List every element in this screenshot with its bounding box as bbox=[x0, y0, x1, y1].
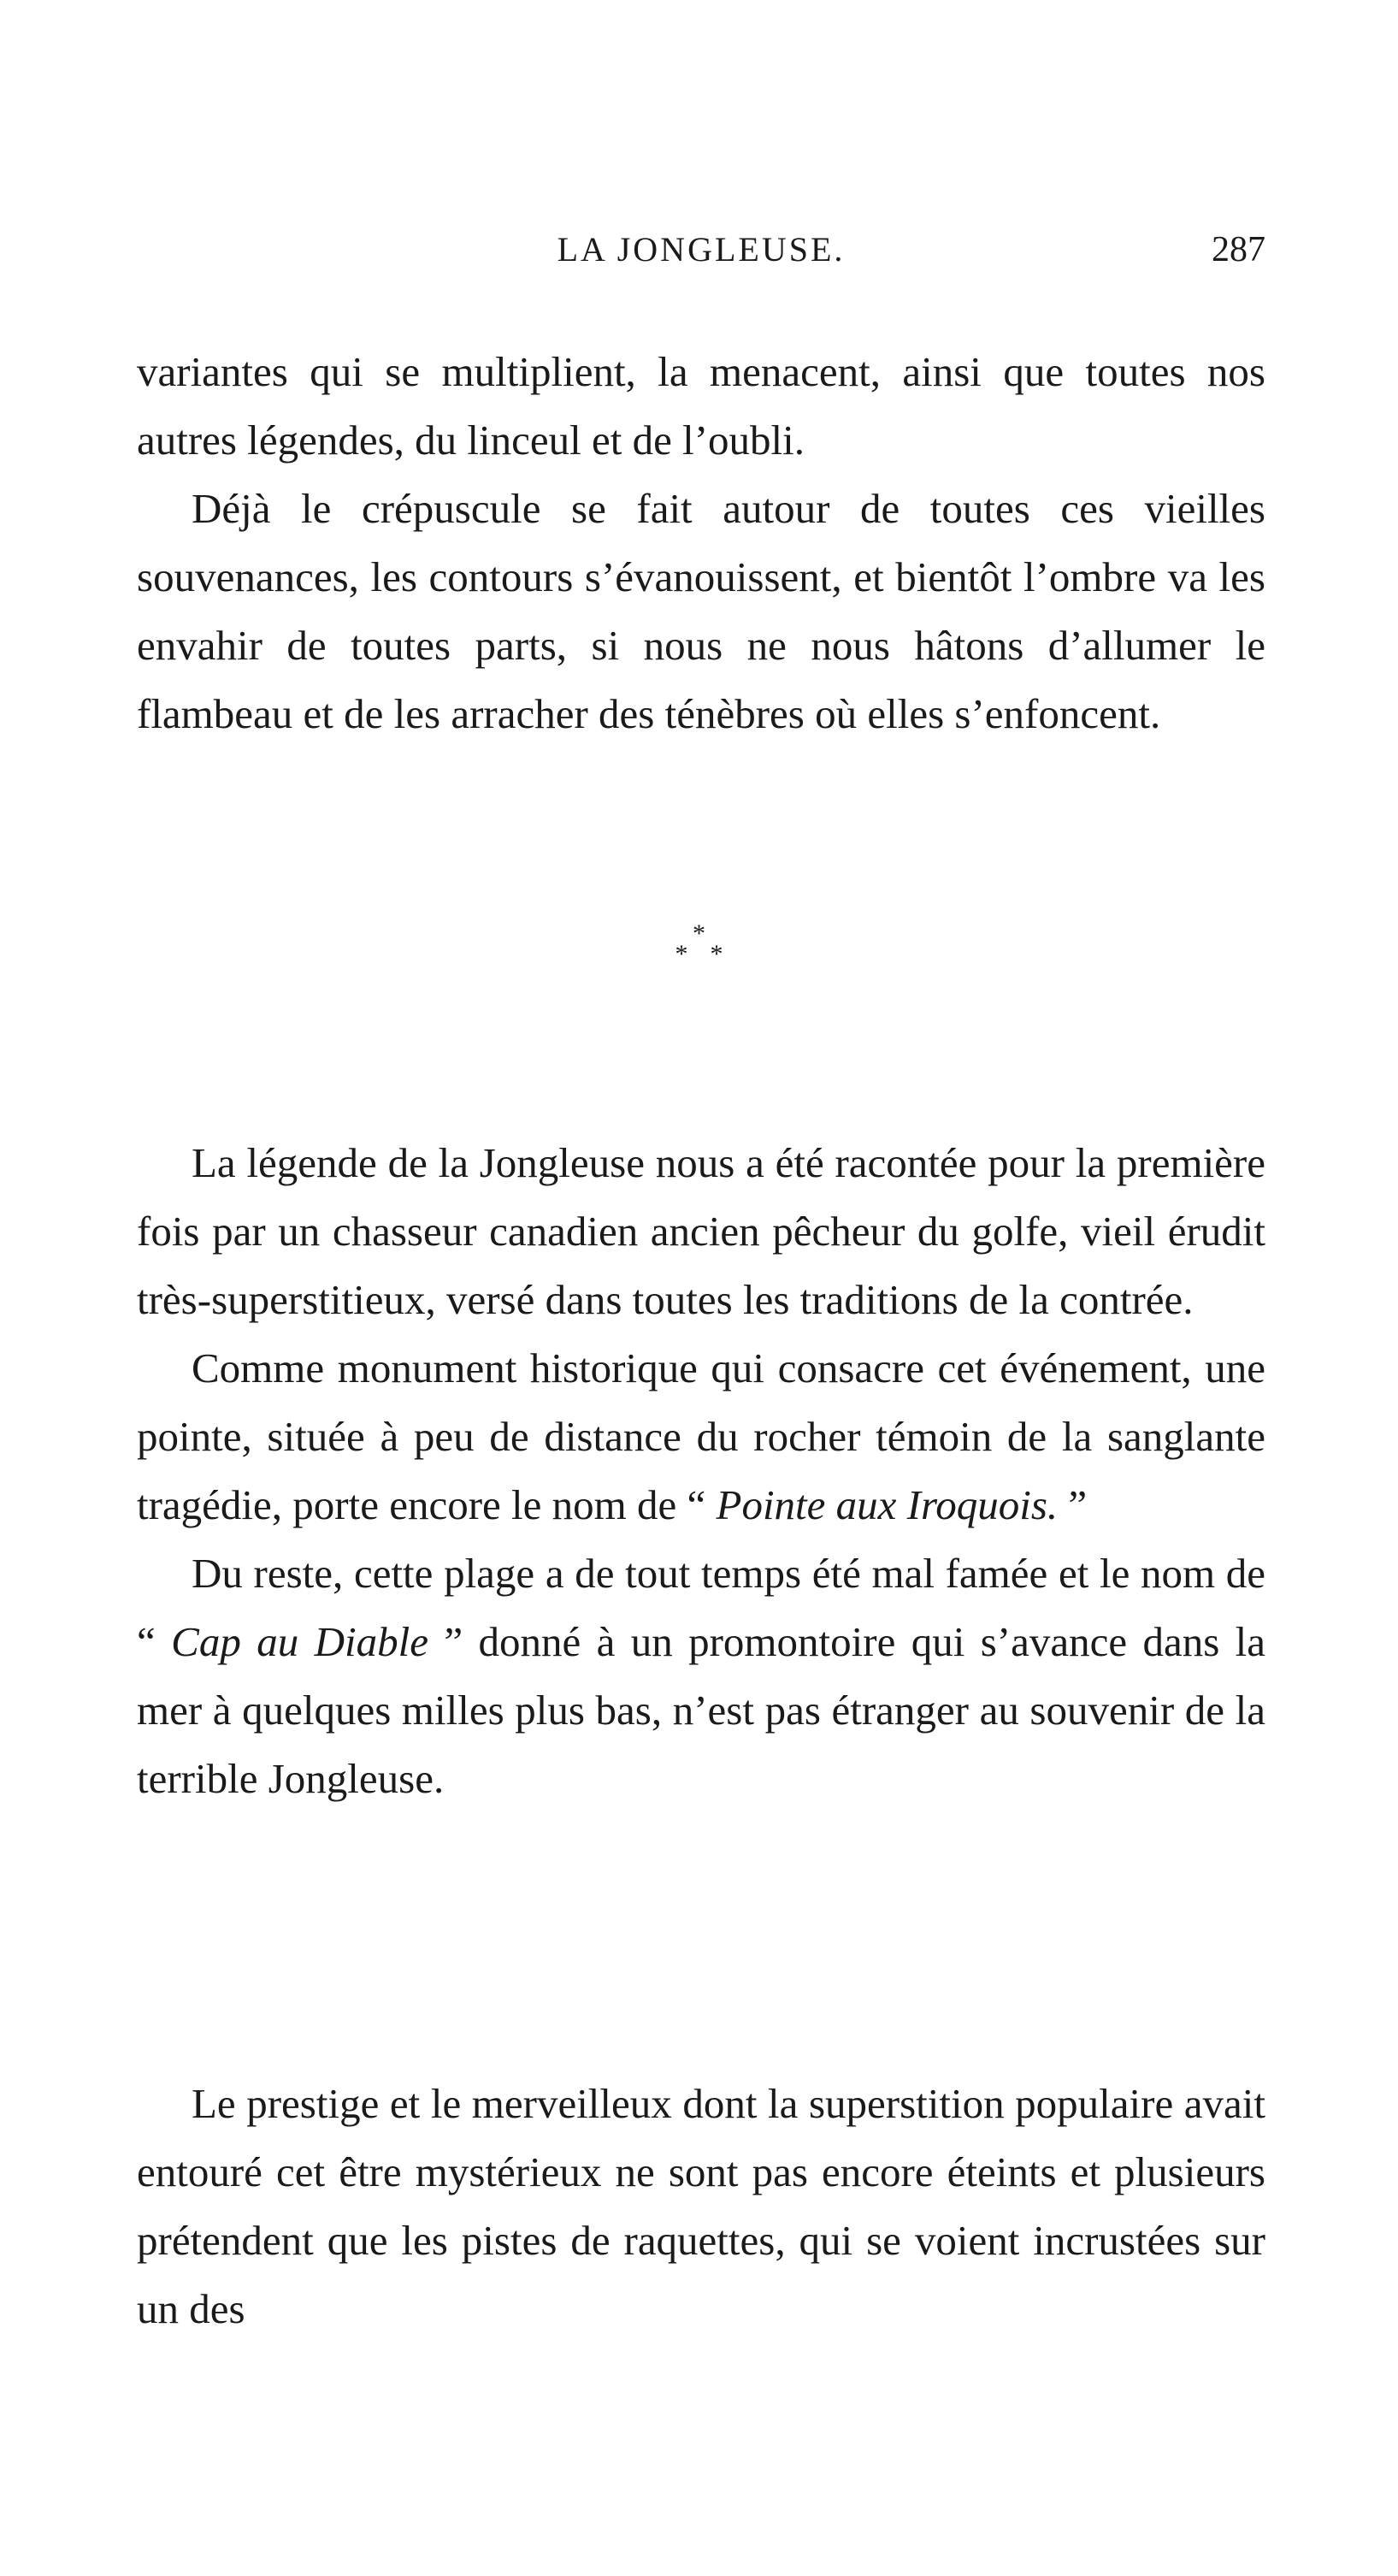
text-block-top bbox=[137, 338, 1265, 748]
paragraph-legende: La légende de la Jongleuse nous a été racontée pour la première fois par un chasseur canadien ancien pêcheur du golfe, vieil érudit très-superstitieux, versé dans toutes les traditions de la contrée. bbox=[137, 1139, 1265, 1323]
separator-star-left: * bbox=[675, 940, 688, 968]
paragraph-cap-au-diable bbox=[137, 1539, 1265, 1813]
paragraph-cap-text-start: Du reste, cette plage a de tout temps été mal famée et le nom de “ bbox=[137, 1550, 1265, 1665]
paragraph-monument-text: Comme monument historique qui consacre cet événement, une pointe, située à peu de distance du rocher témoin de la sanglante tragédie, porte encore le nom de “ bbox=[137, 1344, 1265, 1528]
closing-quote: ” bbox=[1058, 1481, 1088, 1528]
section-separator bbox=[0, 919, 1398, 968]
paragraph-continuation: variantes qui se multiplient, la menacent, ainsi que toutes nos autres légendes, du linceul et de l’oubli. bbox=[137, 348, 1265, 464]
paragraph-cap-text-end: ” donné à un promontoire qui s’avance dans la mer à quelques milles plus bas, n’est pas étranger au souvenir de la terrible Jongleuse. bbox=[137, 1618, 1266, 1802]
running-head bbox=[137, 229, 1265, 281]
separator-star-top: * bbox=[693, 919, 705, 948]
running-title: LA JONGLEUSE. bbox=[557, 230, 846, 269]
place-name-cap-au-diable: Cap au Diable bbox=[171, 1618, 428, 1665]
separator-star-right: * bbox=[710, 940, 723, 968]
text-block-bottom bbox=[137, 2070, 1265, 2343]
paragraph-monument bbox=[137, 1334, 1265, 1539]
place-name-pointe-aux-iroquois: Pointe aux Iroquois. bbox=[716, 1481, 1059, 1528]
paragraph-crepuscule: Déjà le crépuscule se fait autour de toutes ces vieilles souvenances, les contours s’évanouissent, et bientôt l’ombre va les envahir de toutes parts, si nous ne nous hâtons d’allumer le flambeau et de les arracher des ténèbres où elles s’enfoncent. bbox=[137, 485, 1265, 737]
separator-star-row bbox=[0, 940, 1398, 968]
page-number: 287 bbox=[1212, 230, 1265, 269]
text-block-middle bbox=[137, 1129, 1265, 1813]
paragraph-prestige: Le prestige et le merveilleux dont la superstition populaire avait entouré cet être mystérieux ne sont pas encore éteints et plusieurs prétendent que les pistes de raquettes, qui se voient incrustées sur un des bbox=[137, 2080, 1265, 2332]
